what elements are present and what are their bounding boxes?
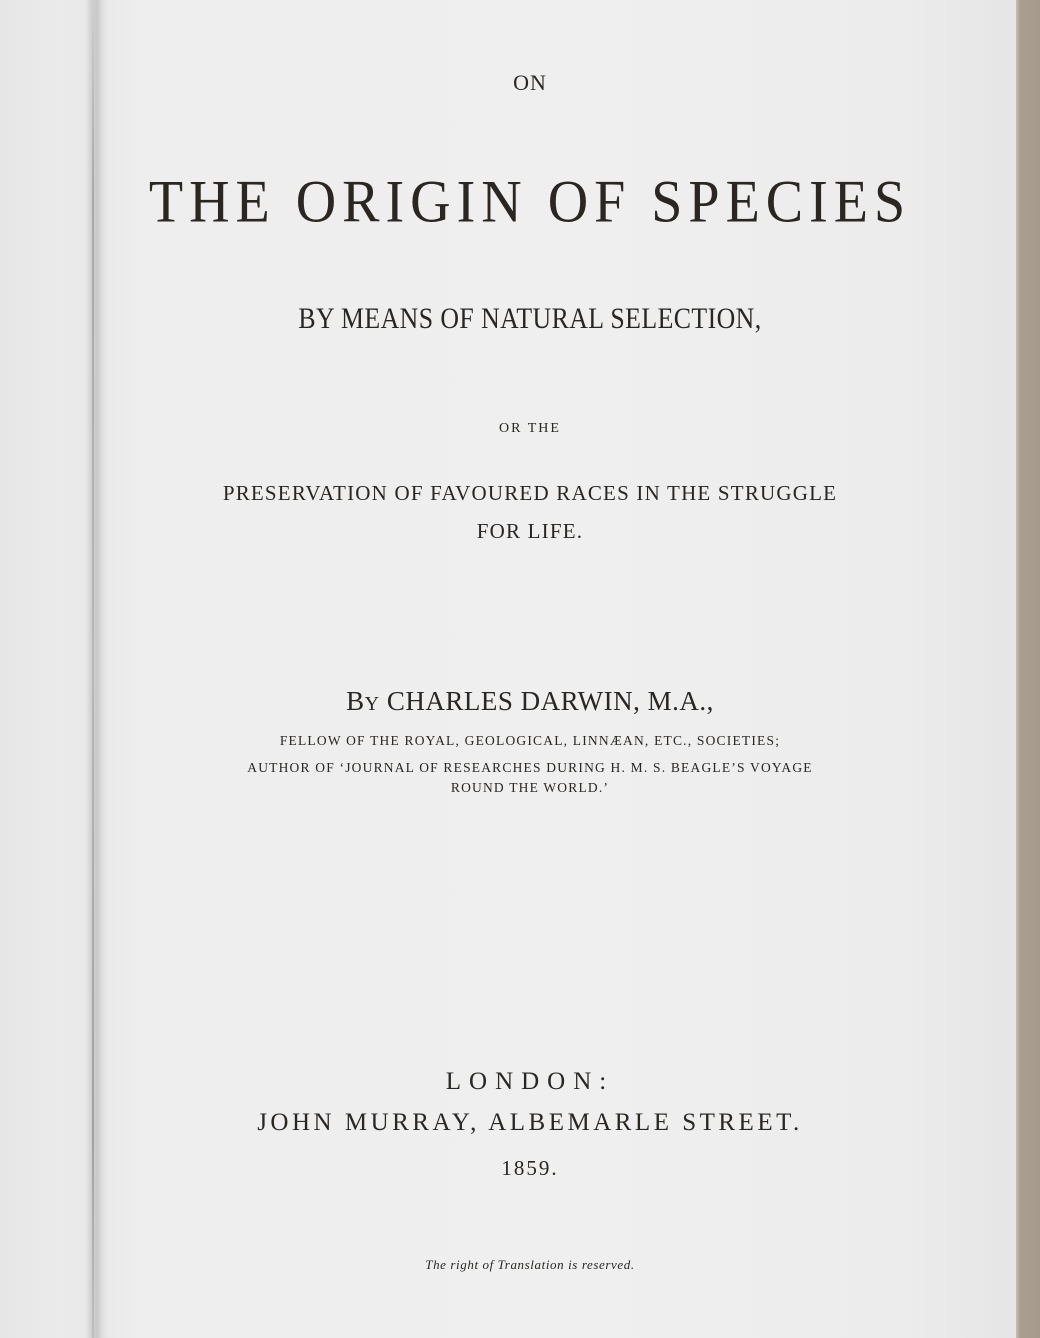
book-board-edge	[1016, 0, 1040, 1338]
imprint-publisher: JOHN MURRAY, ALBEMARLE STREET.	[257, 1109, 803, 1136]
rights-notice: The right of Translation is reserved.	[425, 1257, 635, 1272]
or-the: OR THE	[499, 421, 561, 436]
imprint-city: LONDON:	[445, 1068, 615, 1095]
author-by-small: Y	[364, 693, 380, 715]
book-subtitle: BY MEANS OF NATURAL SELECTION,	[298, 302, 762, 335]
author-credentials: FELLOW OF THE ROYAL, GEOLOGICAL, LINNÆAN, ETC., SOCIETIES;	[279, 733, 781, 748]
alternate-title-line-1: PRESERVATION OF FAVOURED RACES IN THE STRUGGLE	[222, 481, 838, 505]
author-name: CHARLES DARWIN, M.A.,	[386, 686, 714, 716]
author-works-line-1: AUTHOR OF ‘JOURNAL OF RESEARCHES DURING H. M. S. BEAGLE’S VOYAGE	[247, 760, 813, 775]
alternate-title-line-2: FOR LIFE.	[476, 519, 584, 543]
spine-crease	[92, 0, 94, 1338]
author-works-line-2: ROUND THE WORLD.’	[450, 780, 610, 795]
author-by: B	[346, 686, 365, 716]
preposition-on: ON	[513, 70, 547, 95]
book-gutter	[84, 0, 108, 1338]
author-line	[110, 686, 950, 717]
book-title: THE ORIGIN OF SPECIES	[148, 168, 912, 236]
imprint-year: 1859.	[501, 1156, 559, 1180]
